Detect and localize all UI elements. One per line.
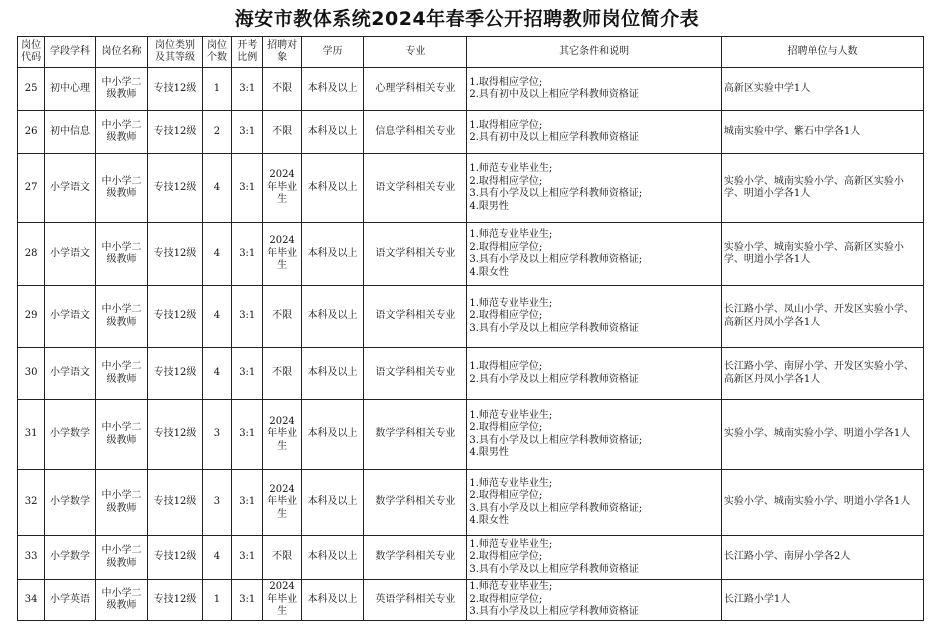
table-row [18,223,924,286]
header-major: 专业 [364,37,467,68]
condition-line: 4.限女性 [469,266,509,278]
header-subject: 学段学科 [45,37,96,68]
cell-conditions [467,400,722,470]
cell-major: 数学学科相关专业 [364,470,467,536]
header-conditions: 其它条件和说明 [467,37,722,68]
header-education: 学历 [301,37,364,68]
header-code: 岗位代码 [18,37,45,68]
cell-target: 不限 [263,68,301,111]
cell-major: 数学学科相关专业 [364,536,467,580]
cell-conditions [467,470,722,536]
cell-units: 实验小学、城南实验小学、高新区实验小学、明道小学各1人 [721,154,923,223]
cell-major: 语文学科相关专业 [364,223,467,286]
cell-code: 26 [18,111,45,154]
table-row [18,68,924,111]
cell-education: 本科及以上 [301,68,364,111]
cell-name: 中小学二级教师 [95,68,148,111]
cell-code: 27 [18,154,45,223]
document-title: 海安市教体系统2024年春季公开招聘教师岗位简介表 [234,8,700,30]
cell-target: 2024年毕业生 [263,154,301,223]
cell-name: 中小学二级教师 [95,286,148,348]
cell-major: 信息学科相关专业 [364,111,467,154]
cell-major: 心理学科相关专业 [364,68,467,111]
cell-subject: 小学语文 [45,348,96,400]
header-count: 岗位个数 [202,37,231,68]
cell-subject: 小学数学 [45,536,96,580]
cell-name: 中小学二级教师 [95,154,148,223]
cell-name: 中小学二级教师 [95,348,148,400]
condition-line: 4.限男性 [469,447,509,458]
cell-code: 29 [18,286,45,348]
cell-ratio: 3:1 [232,580,263,621]
cell-code: 30 [18,348,45,400]
cell-ratio: 3:1 [232,154,263,223]
condition-line: 3.具有小学及以上相应学科教师资格证; [469,188,643,199]
cell-code: 31 [18,400,45,470]
cell-education: 本科及以上 [301,223,364,286]
header-units: 招聘单位与人数 [721,37,923,68]
cell-category: 专技12级 [148,68,203,111]
cell-target: 不限 [263,286,301,348]
cell-category: 专技12级 [148,536,203,580]
condition-line: 1.师范专业毕业生; [469,229,553,240]
table-row [18,154,924,223]
cell-category: 专技12级 [148,223,203,286]
cell-subject: 小学语文 [45,286,96,348]
condition-line: 2.取得相应学位; [469,593,543,605]
condition-line: 3.具有小学及以上相应学科教师资格证 [469,563,639,575]
cell-subject: 小学数学 [45,400,96,470]
cell-name: 中小学二级教师 [95,223,148,286]
condition-line: 4.限男性 [469,200,509,212]
condition-line: 1.师范专业毕业生; [469,163,553,174]
cell-units: 城南实验中学、紫石中学各1人 [721,111,923,154]
condition-line: 1.师范专业毕业生; [469,581,553,593]
cell-education: 本科及以上 [301,536,364,580]
table-row [18,470,924,536]
header-name: 岗位名称 [95,37,148,68]
condition-line: 3.具有小学及以上相应学科教师资格证; [469,254,643,265]
condition-line: 3.具有小学及以上相应学科教师资格证 [469,606,639,618]
cell-name: 中小学二级教师 [95,111,148,154]
cell-target: 2024年毕业生 [263,223,301,286]
cell-subject: 初中心理 [45,68,96,111]
condition-line: 1.师范专业毕业生; [469,477,553,489]
cell-target: 不限 [263,111,301,154]
condition-line: 3.具有小学及以上相应学科教师资格证; [469,434,643,446]
cell-conditions [467,154,722,223]
cell-subject: 小学语文 [45,154,96,223]
cell-education: 本科及以上 [301,154,364,223]
cell-education: 本科及以上 [301,111,364,154]
cell-units: 高新区实验中学1人 [721,68,923,111]
condition-line: 1.取得相应学位; [469,76,543,88]
condition-line: 2.取得相应学位; [469,310,543,322]
cell-count: 4 [202,223,231,286]
cell-category: 专技12级 [148,470,203,536]
cell-category: 专技12级 [148,286,203,348]
cell-units: 长江路小学、南屏小学、开发区实验小学、高新区丹凤小学各1人 [721,348,923,400]
cell-ratio: 3:1 [232,223,263,286]
cell-units: 长江路小学、南屏小学各2人 [721,536,923,580]
cell-units: 实验小学、城南实验小学、明道小学各1人 [721,470,923,536]
condition-line: 2.具有初中及以上相应学科教师资格证 [469,132,639,143]
table-row [18,580,924,621]
cell-target: 不限 [263,536,301,580]
cell-subject: 小学语文 [45,223,96,286]
table-row [18,348,924,400]
cell-ratio: 3:1 [232,68,263,111]
condition-line: 2.取得相应学位; [469,175,543,187]
table-row [18,400,924,470]
cell-education: 本科及以上 [301,470,364,536]
condition-line: 1.取得相应学位; [469,361,543,372]
condition-line: 2.取得相应学位; [469,241,543,253]
cell-name: 中小学二级教师 [95,580,148,621]
table-body [18,68,924,621]
cell-subject: 初中信息 [45,111,96,154]
cell-units: 长江路小学1人 [721,580,923,621]
cell-count: 2 [202,111,231,154]
cell-name: 中小学二级教师 [95,400,148,470]
cell-code: 33 [18,536,45,580]
condition-line: 2.具有初中及以上相应学科教师资格证 [469,89,639,100]
cell-education: 本科及以上 [301,580,364,621]
cell-ratio: 3:1 [232,470,263,536]
cell-count: 1 [202,580,231,621]
table-row [18,286,924,348]
cell-category: 专技12级 [148,580,203,621]
cell-count: 4 [202,154,231,223]
header-category: 岗位类别及其等级 [148,37,203,68]
cell-education: 本科及以上 [301,286,364,348]
table-row [18,536,924,580]
condition-line: 1.师范专业毕业生; [469,297,553,309]
condition-line: 2.取得相应学位; [469,551,543,563]
cell-major: 语文学科相关专业 [364,348,467,400]
cell-target: 不限 [263,348,301,400]
cell-count: 4 [202,286,231,348]
cell-count: 4 [202,348,231,400]
cell-category: 专技12级 [148,111,203,154]
cell-ratio: 3:1 [232,400,263,470]
cell-conditions [467,111,722,154]
cell-category: 专技12级 [148,154,203,223]
condition-line: 1.师范专业毕业生; [469,538,553,550]
cell-ratio: 3:1 [232,536,263,580]
cell-major: 语文学科相关专业 [364,154,467,223]
cell-major: 英语学科相关专业 [364,580,467,621]
cell-conditions [467,580,722,621]
condition-line: 1.师范专业毕业生; [469,409,553,421]
condition-line: 3.具有小学及以上相应学科教师资格证; [469,502,643,514]
cell-subject: 小学数学 [45,470,96,536]
cell-ratio: 3:1 [232,111,263,154]
cell-units: 实验小学、城南实验小学、明道小学各1人 [721,400,923,470]
cell-count: 3 [202,400,231,470]
cell-conditions [467,536,722,580]
cell-units: 长江路小学、凤山小学、开发区实验小学、高新区丹凤小学各1人 [721,286,923,348]
cell-conditions [467,68,722,111]
cell-conditions [467,223,722,286]
table-row [18,111,924,154]
condition-line: 2.具有小学及以上相应学科教师资格证 [469,373,639,385]
condition-line: 1.取得相应学位; [469,119,543,131]
positions-table [17,36,924,621]
cell-category: 专技12级 [148,400,203,470]
cell-education: 本科及以上 [301,348,364,400]
cell-count: 3 [202,470,231,536]
condition-line: 2.取得相应学位; [469,490,543,501]
cell-code: 28 [18,223,45,286]
cell-code: 34 [18,580,45,621]
header-row [18,37,924,68]
cell-target: 2024年毕业生 [263,400,301,470]
cell-education: 本科及以上 [301,400,364,470]
cell-count: 1 [202,68,231,111]
cell-ratio: 3:1 [232,348,263,400]
cell-conditions [467,286,722,348]
cell-name: 中小学二级教师 [95,470,148,536]
cell-subject: 小学英语 [45,580,96,621]
cell-units: 实验小学、城南实验小学、高新区实验小学、明道小学各1人 [721,223,923,286]
cell-ratio: 3:1 [232,286,263,348]
condition-line: 3.具有小学及以上相应学科教师资格证 [469,322,639,334]
cell-target: 2024年毕业生 [263,470,301,536]
cell-count: 4 [202,536,231,580]
cell-major: 语文学科相关专业 [364,286,467,348]
header-ratio: 开考比例 [232,37,263,68]
cell-code: 25 [18,68,45,111]
condition-line: 4.限女性 [469,515,509,526]
cell-conditions [467,348,722,400]
cell-category: 专技12级 [148,348,203,400]
cell-name: 中小学二级教师 [95,536,148,580]
condition-line: 2.取得相应学位; [469,422,543,433]
cell-code: 32 [18,470,45,536]
header-target: 招聘对象 [263,37,301,68]
cell-target: 2024年毕业生 [263,580,301,621]
cell-major: 数学学科相关专业 [364,400,467,470]
